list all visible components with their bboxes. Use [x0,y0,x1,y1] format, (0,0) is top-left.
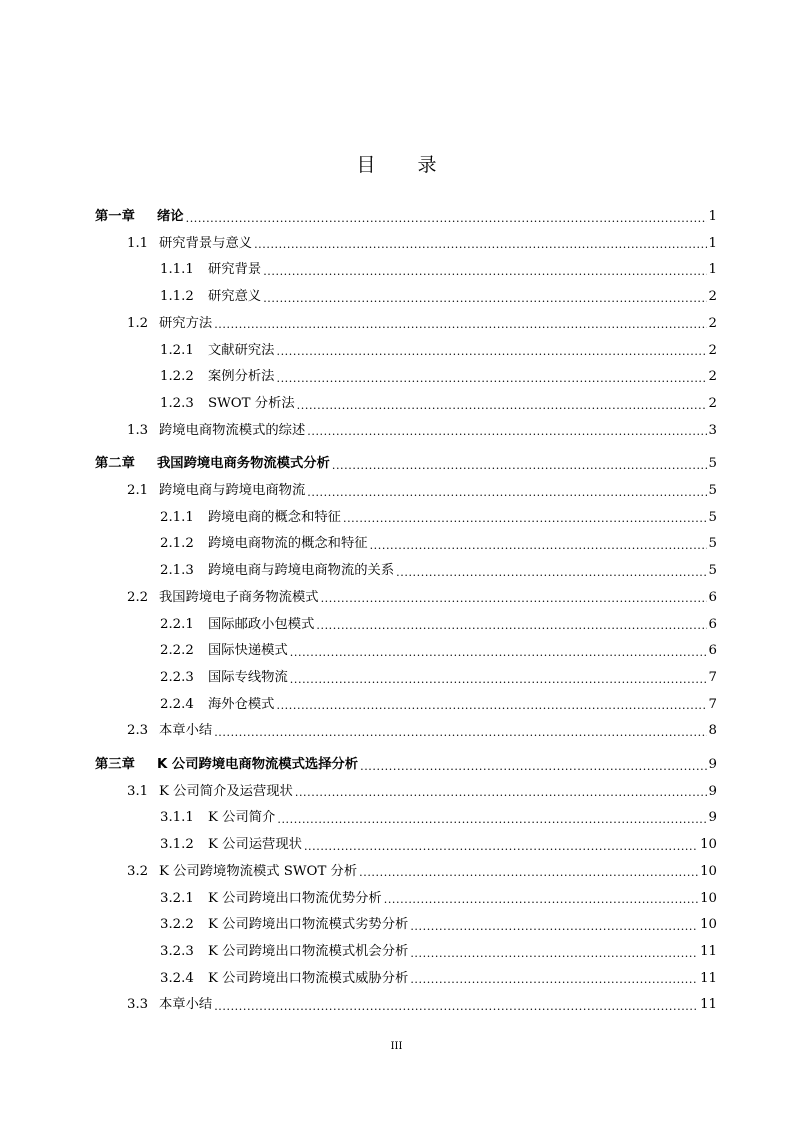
toc-subsection-entry[interactable] [160,939,717,966]
toc-entry-page: 9 [708,783,717,799]
title-char-2: 录 [417,154,437,176]
toc-entry-number: 第一章 [95,209,135,224]
toc-entry-label: 我国跨境电子商务物流模式 [159,589,319,605]
toc-entry-label: SWOT 分析法 [208,395,295,411]
toc-section-entry[interactable] [127,231,717,258]
toc-entry-page: 10 [700,917,717,933]
toc-entry-label: 我国跨境电商务物流模式分析 [157,456,330,472]
toc-entry-page: 8 [708,723,717,739]
toc-subsection-entry[interactable] [160,832,717,859]
toc-dot-leader [276,338,706,365]
toc-entry-number: 2.2.3 [160,669,194,685]
toc-entry-label: 案例分析法 [208,369,275,385]
toc-dot-leader [307,418,706,445]
toc-dot-leader [307,478,706,505]
toc-dot-leader [370,531,707,558]
toc-entry-number: 3.2.4 [160,970,194,986]
toc-subsection-entry[interactable] [160,257,717,284]
toc-section-entry[interactable] [127,418,717,445]
toc-entry-label: 研究背景与意义 [159,235,253,251]
toc-entry-number: 1.1 [127,235,149,251]
toc-entry-label: 跨境电商与跨境电商物流的关系 [208,563,395,579]
toc-entry-page: 11 [700,997,717,1013]
toc-entry-page: 1 [708,262,717,278]
toc-entry-number: 1.2.2 [160,369,194,385]
toc-dot-leader [410,939,698,966]
toc-entry-page: 1 [708,209,717,224]
toc-dot-leader [214,992,698,1019]
toc-subsection-entry[interactable] [160,284,717,311]
toc-entry-page: 11 [700,943,717,959]
toc-dot-leader [214,718,706,745]
toc-dot-leader [297,391,707,418]
toc-entry-number: 1.2.1 [160,342,194,358]
toc-entry-label: 研究背景 [208,262,262,278]
toc-entry-label: 本章小结 [159,997,213,1013]
toc-entry-number: 1.2.3 [160,395,194,411]
toc-entry-label: K 公司简介及运营现状 [159,783,293,799]
toc-dot-leader [186,204,707,231]
toc-entry-number: 第三章 [95,757,135,772]
toc-entry-label: K 公司简介 [208,810,276,826]
toc-subsection-entry[interactable] [160,692,717,719]
toc-entry-label: 文献研究法 [208,342,275,358]
toc-dot-leader [263,257,706,284]
toc-entry-label: K 公司跨境出口物流模式机会分析 [208,943,409,959]
toc-subsection-entry[interactable] [160,966,717,993]
toc-entry-page: 9 [708,757,717,772]
toc-dot-leader [359,859,698,886]
toc-entry-page: 10 [700,863,717,879]
toc-entry-number: 2.2 [127,589,149,605]
toc-entry-number: 1.2 [127,315,149,331]
toc-dot-leader [214,311,706,338]
toc-subsection-entry[interactable] [160,638,717,665]
toc-entry-label: 本章小结 [159,723,213,739]
toc-section-entry[interactable] [127,859,717,886]
toc-entry-label: 海外仓模式 [208,696,275,712]
toc-entry-number: 2.1 [127,483,149,498]
toc-entry-page: 2 [708,342,717,358]
toc-section-entry[interactable] [127,779,717,806]
toc-entry-number: 3.2.2 [160,917,194,933]
toc-entry-number: 2.2.4 [160,696,194,712]
toc-subsection-entry[interactable] [160,505,717,532]
toc-subsection-entry[interactable] [160,612,717,639]
toc-entry-page: 2 [708,369,717,385]
toc-entry-label: 绪论 [157,209,184,224]
toc-entry-number: 2.3 [127,723,149,739]
toc-dot-leader [396,558,706,585]
toc-section-entry[interactable] [127,585,717,612]
toc-entry-label: K 公司跨境出口物流模式威胁分析 [208,970,409,986]
toc-entry-number: 1.1.2 [160,289,194,305]
toc-subsection-entry[interactable] [160,338,717,365]
toc-entry-page: 6 [708,643,717,659]
toc-entry-page: 2 [708,289,717,305]
toc-subsection-entry[interactable] [160,364,717,391]
toc-chapter-entry[interactable] [95,204,717,231]
toc-dot-leader [277,805,706,832]
toc-entry-page: 5 [708,536,717,552]
toc-dot-leader [290,665,707,692]
toc-entry-page: 2 [708,315,717,331]
toc-dot-leader [410,912,698,939]
toc-entry-label: 跨境电商物流模式的综述 [159,422,306,438]
toc-dot-leader [316,612,706,639]
toc-dot-leader [290,638,707,665]
toc-dot-leader [343,505,707,532]
toc-entry-page: 6 [708,589,717,605]
toc-entry-number: 2.1.2 [160,536,194,552]
toc-section-entry[interactable] [127,478,717,505]
toc-entry-number: 3.1 [127,783,149,799]
toc-dot-leader [360,752,706,779]
toc-entry-label: K 公司跨境出口物流模式劣势分析 [208,917,409,933]
toc-entry-page: 7 [708,669,717,685]
toc-entry-number: 3.3 [127,997,149,1013]
toc-entry-page: 7 [708,696,717,712]
toc-dot-leader [263,284,706,311]
toc-entry-label: K 公司跨境物流模式 SWOT 分析 [159,863,358,879]
toc-entry-number: 2.2.1 [160,616,194,632]
toc-entry-label: 国际快递模式 [208,643,288,659]
toc-entry-page: 6 [708,616,717,632]
toc-entry-number: 3.1.2 [160,837,194,853]
title-char-1: 目 [356,154,376,176]
toc-entry-page: 5 [708,456,717,472]
toc-entry-page: 10 [700,837,717,853]
toc-entry-page: 2 [708,395,717,411]
toc-entry-number: 第二章 [95,456,135,472]
toc-dot-leader [304,832,698,859]
toc-entry-page: 5 [708,563,717,579]
toc-entry-label: 国际邮政小包模式 [208,616,315,632]
toc-dot-leader [384,886,698,913]
toc-entry-page: 1 [708,235,717,251]
toc-entry-label: 跨境电商与跨境电商物流 [159,483,306,498]
toc-entry-number: 2.2.2 [160,643,194,659]
toc-entry-page: 5 [708,483,717,498]
toc-subsection-entry[interactable] [160,886,717,913]
toc-entry-page: 9 [708,810,717,826]
toc-entry-label: 跨境电商物流的概念和特征 [208,536,368,552]
toc-entry-label: K 公司跨境电商物流模式选择分析 [157,757,359,772]
toc-entry-label: K 公司运营现状 [208,837,302,853]
page-number: III [390,1041,403,1052]
toc-subsection-entry[interactable] [160,665,717,692]
toc-entry-page: 11 [700,970,717,986]
toc-section-entry[interactable] [127,311,717,338]
toc-entry-number: 2.1.3 [160,563,194,579]
toc-subsection-entry[interactable] [160,912,717,939]
toc-dot-leader [410,966,698,993]
toc-chapter-entry[interactable] [95,451,717,478]
toc-entry-page: 5 [708,509,717,525]
toc-subsection-entry[interactable] [160,805,717,832]
toc-subsection-entry[interactable] [160,391,717,418]
toc-dot-leader [295,779,707,806]
toc-chapter-entry[interactable] [95,752,717,779]
toc-entry-page: 3 [708,422,717,438]
page-title [0,150,793,177]
toc-entry-label: 研究方法 [159,315,213,331]
toc-section-entry[interactable] [127,992,717,1019]
toc-entry-number: 3.2 [127,863,149,879]
toc-entry-number: 3.1.1 [160,810,194,826]
toc-entry-label: 研究意义 [208,289,262,305]
toc-dot-leader [276,364,706,391]
toc-dot-leader [254,231,706,258]
toc-entry-number: 3.2.1 [160,890,194,906]
toc-dot-leader [276,692,706,719]
toc-section-entry[interactable] [127,718,717,745]
toc-entry-number: 2.1.1 [160,509,194,525]
toc-entry-number: 1.3 [127,422,149,438]
toc-entry-number: 1.1.1 [160,262,194,278]
toc-subsection-entry[interactable] [160,531,717,558]
toc-entry-number: 3.2.3 [160,943,194,959]
toc-entry-label: K 公司跨境出口物流优势分析 [208,890,382,906]
toc-entry-page: 10 [700,890,717,906]
toc-entry-label: 跨境电商的概念和特征 [208,509,341,525]
toc-subsection-entry[interactable] [160,558,717,585]
toc-entry-label: 国际专线物流 [208,669,288,685]
toc-dot-leader [321,585,707,612]
toc-dot-leader [332,451,707,478]
